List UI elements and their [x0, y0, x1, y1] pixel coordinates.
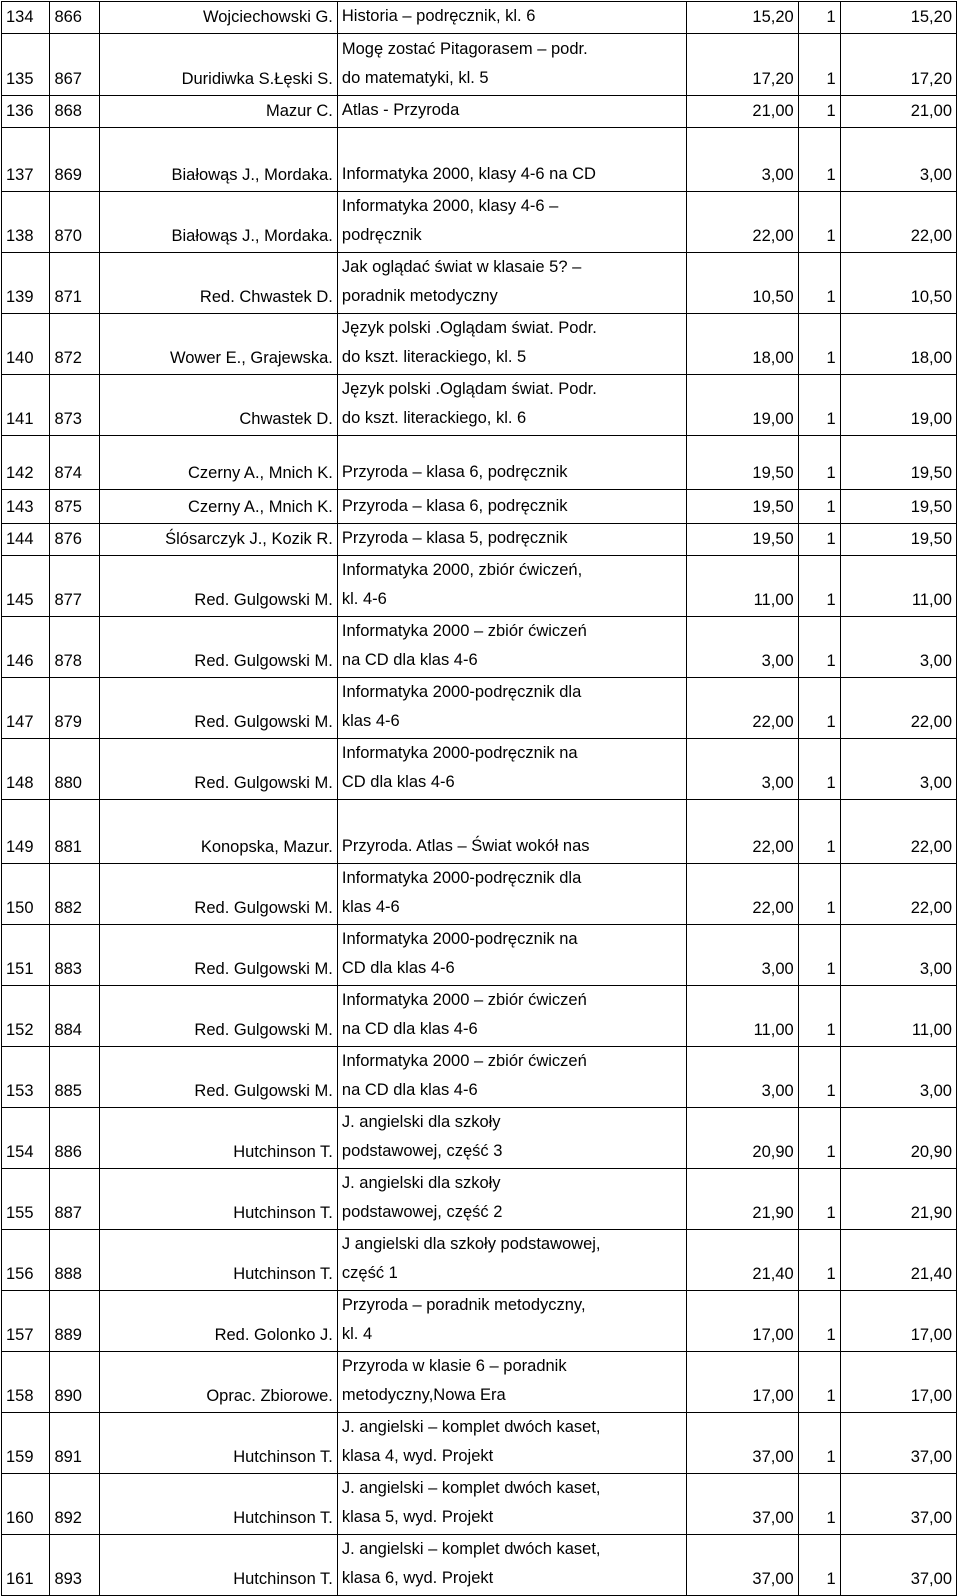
- book-list-table: [1, 1, 957, 1596]
- title-line: na CD dla klas 4-6: [341, 1020, 478, 1038]
- price-cell: 19,50: [686, 524, 798, 556]
- price-cell: 19,50: [686, 436, 798, 490]
- title-cell: [337, 128, 686, 192]
- author-cell: Duridiwka S.Łęski S.: [99, 34, 337, 96]
- table-row: [2, 128, 957, 192]
- inventory-number-cell: 889: [50, 1291, 100, 1352]
- title-line: J angielski dla szkoły podstawowej,: [341, 1235, 601, 1253]
- total-cell: 22,00: [840, 678, 956, 739]
- title-line: Przyroda – poradnik metodyczny,: [341, 1296, 586, 1314]
- total-cell: 18,00: [840, 314, 956, 375]
- title-line: Informatyka 2000-podręcznik dla: [341, 683, 582, 701]
- title-line: J. angielski – komplet dwóch kaset,: [341, 1540, 601, 1558]
- quantity-cell: 1: [798, 1413, 840, 1474]
- title-cell: [337, 864, 686, 925]
- lp-cell: 136: [2, 96, 50, 128]
- price-cell: 21,40: [686, 1230, 798, 1291]
- title-line: Informatyka 2000 – zbiór ćwiczeń: [341, 622, 587, 640]
- table-row: [2, 739, 957, 800]
- inventory-number-cell: 870: [50, 192, 100, 253]
- author-cell: Oprac. Zbiorowe.: [99, 1352, 337, 1413]
- title-line: podstawowej, część 2: [341, 1203, 503, 1221]
- author-cell: Czerny A., Mnich K.: [99, 490, 337, 524]
- table-row: [2, 925, 957, 986]
- inventory-number-cell: 867: [50, 34, 100, 96]
- title-cell: [337, 1230, 686, 1291]
- inventory-number-cell: 876: [50, 524, 100, 556]
- author-cell: Red. Gulgowski M.: [99, 864, 337, 925]
- lp-cell: 139: [2, 253, 50, 314]
- title-cell: [337, 375, 686, 436]
- title-line: metodyczny,Nowa Era: [341, 1386, 506, 1404]
- total-cell: 3,00: [840, 1047, 956, 1108]
- title-line: Informatyka 2000, klasy 4-6 na CD: [341, 165, 596, 183]
- table-row: [2, 96, 957, 128]
- total-cell: 21,40: [840, 1230, 956, 1291]
- title-line: klas 4-6: [341, 712, 400, 730]
- lp-cell: 160: [2, 1474, 50, 1535]
- total-cell: 17,00: [840, 1352, 956, 1413]
- title-line: na CD dla klas 4-6: [341, 1081, 478, 1099]
- total-cell: 17,20: [840, 34, 956, 96]
- total-cell: 37,00: [840, 1535, 956, 1596]
- lp-cell: 142: [2, 436, 50, 490]
- author-cell: Hutchinson T.: [99, 1413, 337, 1474]
- inventory-number-cell: 892: [50, 1474, 100, 1535]
- table-row: [2, 1108, 957, 1169]
- total-cell: 3,00: [840, 925, 956, 986]
- price-cell: 19,50: [686, 490, 798, 524]
- table-row: [2, 800, 957, 864]
- quantity-cell: 1: [798, 925, 840, 986]
- inventory-number-cell: 871: [50, 253, 100, 314]
- title-line: J. angielski – komplet dwóch kaset,: [341, 1418, 601, 1436]
- title-line: do matematyki, kl. 5: [341, 69, 489, 87]
- title-cell: [337, 1535, 686, 1596]
- total-cell: 19,00: [840, 375, 956, 436]
- quantity-cell: 1: [798, 524, 840, 556]
- author-cell: Białowąs J., Mordaka.: [99, 128, 337, 192]
- lp-cell: 156: [2, 1230, 50, 1291]
- quantity-cell: 1: [798, 556, 840, 617]
- lp-cell: 145: [2, 556, 50, 617]
- inventory-number-cell: 885: [50, 1047, 100, 1108]
- price-cell: 21,90: [686, 1169, 798, 1230]
- title-line: Przyroda – klasa 5, podręcznik: [341, 529, 568, 547]
- quantity-cell: 1: [798, 96, 840, 128]
- price-cell: 3,00: [686, 739, 798, 800]
- author-cell: Red. Gulgowski M.: [99, 739, 337, 800]
- author-cell: Mazur C.: [99, 96, 337, 128]
- quantity-cell: 1: [798, 1230, 840, 1291]
- title-cell: [337, 436, 686, 490]
- title-line: Informatyka 2000 – zbiór ćwiczeń: [341, 1052, 587, 1070]
- price-cell: 3,00: [686, 1047, 798, 1108]
- title-line: podstawowej, część 3: [341, 1142, 503, 1160]
- title-cell: [337, 34, 686, 96]
- title-line: J. angielski – komplet dwóch kaset,: [341, 1479, 601, 1497]
- price-cell: 37,00: [686, 1413, 798, 1474]
- title-line: Przyroda w klasie 6 – poradnik: [341, 1357, 567, 1375]
- title-line: podręcznik: [341, 226, 422, 244]
- inventory-number-cell: 873: [50, 375, 100, 436]
- table-row: [2, 1230, 957, 1291]
- price-cell: 11,00: [686, 556, 798, 617]
- lp-cell: 134: [2, 2, 50, 34]
- title-line: Mogę zostać Pitagorasem – podr.: [341, 40, 588, 58]
- lp-cell: 137: [2, 128, 50, 192]
- total-cell: 22,00: [840, 800, 956, 864]
- title-line: Informatyka 2000-podręcznik dla: [341, 869, 582, 887]
- quantity-cell: 1: [798, 1291, 840, 1352]
- author-cell: Red. Gulgowski M.: [99, 556, 337, 617]
- title-line: do kszt. literackiego, kl. 5: [341, 348, 527, 366]
- inventory-number-cell: 890: [50, 1352, 100, 1413]
- title-cell: [337, 800, 686, 864]
- quantity-cell: 1: [798, 253, 840, 314]
- title-line: kl. 4: [341, 1325, 373, 1343]
- title-line: Informatyka 2000, klasy 4-6 –: [341, 197, 559, 215]
- title-cell: [337, 1352, 686, 1413]
- inventory-number-cell: 868: [50, 96, 100, 128]
- price-cell: 17,00: [686, 1352, 798, 1413]
- title-line: Informatyka 2000-podręcznik na: [341, 744, 578, 762]
- lp-cell: 146: [2, 617, 50, 678]
- quantity-cell: 1: [798, 128, 840, 192]
- title-line: CD dla klas 4-6: [341, 959, 455, 977]
- title-line: Informatyka 2000 – zbiór ćwiczeń: [341, 991, 587, 1009]
- author-cell: Hutchinson T.: [99, 1169, 337, 1230]
- table-row: [2, 617, 957, 678]
- total-cell: 10,50: [840, 253, 956, 314]
- lp-cell: 140: [2, 314, 50, 375]
- price-cell: 11,00: [686, 986, 798, 1047]
- title-cell: [337, 1169, 686, 1230]
- inventory-number-cell: 887: [50, 1169, 100, 1230]
- title-cell: [337, 925, 686, 986]
- inventory-number-cell: 875: [50, 490, 100, 524]
- total-cell: 22,00: [840, 864, 956, 925]
- quantity-cell: 1: [798, 1169, 840, 1230]
- price-cell: 15,20: [686, 2, 798, 34]
- quantity-cell: 1: [798, 1047, 840, 1108]
- inventory-number-cell: 878: [50, 617, 100, 678]
- quantity-cell: 1: [798, 1535, 840, 1596]
- total-cell: 22,00: [840, 192, 956, 253]
- total-cell: 3,00: [840, 617, 956, 678]
- inventory-number-cell: 880: [50, 739, 100, 800]
- inventory-number-cell: 877: [50, 556, 100, 617]
- quantity-cell: 1: [798, 864, 840, 925]
- lp-cell: 138: [2, 192, 50, 253]
- title-cell: [337, 1474, 686, 1535]
- lp-cell: 144: [2, 524, 50, 556]
- quantity-cell: 1: [798, 2, 840, 34]
- inventory-number-cell: 879: [50, 678, 100, 739]
- quantity-cell: 1: [798, 1474, 840, 1535]
- total-cell: 19,50: [840, 436, 956, 490]
- author-cell: Konopska, Mazur.: [99, 800, 337, 864]
- inventory-number-cell: 866: [50, 2, 100, 34]
- inventory-number-cell: 886: [50, 1108, 100, 1169]
- table-row: [2, 556, 957, 617]
- title-line: kl. 4-6: [341, 590, 387, 608]
- total-cell: 11,00: [840, 986, 956, 1047]
- table-row: [2, 2, 957, 34]
- price-cell: 3,00: [686, 617, 798, 678]
- inventory-number-cell: 884: [50, 986, 100, 1047]
- title-line: Informatyka 2000-podręcznik na: [341, 930, 578, 948]
- table-row: [2, 986, 957, 1047]
- table-body: [2, 2, 957, 1596]
- title-line: CD dla klas 4-6: [341, 773, 455, 791]
- price-cell: 3,00: [686, 128, 798, 192]
- table-row: [2, 678, 957, 739]
- table-row: [2, 1291, 957, 1352]
- title-line: Jak oglądać świat w klasaie 5? –: [341, 258, 582, 276]
- price-cell: 37,00: [686, 1474, 798, 1535]
- lp-cell: 147: [2, 678, 50, 739]
- author-cell: Red. Gulgowski M.: [99, 1047, 337, 1108]
- quantity-cell: 1: [798, 1108, 840, 1169]
- author-cell: Red. Gulgowski M.: [99, 925, 337, 986]
- title-cell: [337, 556, 686, 617]
- title-line: Informatyka 2000, zbiór ćwiczeń,: [341, 561, 583, 579]
- lp-cell: 148: [2, 739, 50, 800]
- table-row: [2, 375, 957, 436]
- total-cell: 37,00: [840, 1474, 956, 1535]
- title-line: na CD dla klas 4-6: [341, 651, 478, 669]
- total-cell: 15,20: [840, 2, 956, 34]
- title-cell: [337, 2, 686, 34]
- inventory-number-cell: 883: [50, 925, 100, 986]
- title-line: klas 4-6: [341, 898, 400, 916]
- title-cell: [337, 739, 686, 800]
- inventory-number-cell: 869: [50, 128, 100, 192]
- table-row: [2, 524, 957, 556]
- title-cell: [337, 1108, 686, 1169]
- author-cell: Hutchinson T.: [99, 1230, 337, 1291]
- lp-cell: 158: [2, 1352, 50, 1413]
- title-line: poradnik metodyczny: [341, 287, 498, 305]
- lp-cell: 143: [2, 490, 50, 524]
- table-row: [2, 490, 957, 524]
- table-row: [2, 1047, 957, 1108]
- title-line: Język polski .Oglądam świat. Podr.: [341, 319, 597, 337]
- inventory-number-cell: 874: [50, 436, 100, 490]
- table-row: [2, 864, 957, 925]
- inventory-number-cell: 893: [50, 1535, 100, 1596]
- author-cell: Red. Gulgowski M.: [99, 617, 337, 678]
- title-cell: [337, 1413, 686, 1474]
- title-line: J. angielski dla szkoły: [341, 1113, 501, 1131]
- title-line: klasa 6, wyd. Projekt: [341, 1569, 494, 1587]
- author-cell: Ślósarczyk J., Kozik R.: [99, 524, 337, 556]
- title-cell: [337, 524, 686, 556]
- author-cell: Czerny A., Mnich K.: [99, 436, 337, 490]
- price-cell: 3,00: [686, 925, 798, 986]
- title-line: Historia – podręcznik, kl. 6: [341, 7, 536, 25]
- author-cell: Hutchinson T.: [99, 1535, 337, 1596]
- title-cell: [337, 1291, 686, 1352]
- title-line: J. angielski dla szkoły: [341, 1174, 501, 1192]
- quantity-cell: 1: [798, 986, 840, 1047]
- lp-cell: 135: [2, 34, 50, 96]
- title-cell: [337, 678, 686, 739]
- author-cell: Białowąs J., Mordaka.: [99, 192, 337, 253]
- price-cell: 17,20: [686, 34, 798, 96]
- author-cell: Red. Golonko J.: [99, 1291, 337, 1352]
- lp-cell: 151: [2, 925, 50, 986]
- table-row: [2, 436, 957, 490]
- lp-cell: 161: [2, 1535, 50, 1596]
- quantity-cell: 1: [798, 1352, 840, 1413]
- price-cell: 22,00: [686, 192, 798, 253]
- author-cell: Wower E., Grajewska.: [99, 314, 337, 375]
- table-row: [2, 1352, 957, 1413]
- title-line: klasa 4, wyd. Projekt: [341, 1447, 494, 1465]
- quantity-cell: 1: [798, 617, 840, 678]
- title-cell: [337, 1047, 686, 1108]
- title-line: Przyroda. Atlas – Świat wokół nas: [341, 837, 590, 855]
- lp-cell: 152: [2, 986, 50, 1047]
- inventory-number-cell: 881: [50, 800, 100, 864]
- title-cell: [337, 253, 686, 314]
- title-line: Język polski .Oglądam świat. Podr.: [341, 380, 597, 398]
- quantity-cell: 1: [798, 314, 840, 375]
- quantity-cell: 1: [798, 800, 840, 864]
- table-row: [2, 34, 957, 96]
- lp-cell: 159: [2, 1413, 50, 1474]
- total-cell: 19,50: [840, 524, 956, 556]
- table-row: [2, 1474, 957, 1535]
- total-cell: 20,90: [840, 1108, 956, 1169]
- lp-cell: 141: [2, 375, 50, 436]
- price-cell: 22,00: [686, 678, 798, 739]
- title-line: Przyroda – klasa 6, podręcznik: [341, 463, 568, 481]
- title-line: Przyroda – klasa 6, podręcznik: [341, 497, 568, 515]
- lp-cell: 150: [2, 864, 50, 925]
- table-row: [2, 1413, 957, 1474]
- author-cell: Hutchinson T.: [99, 1474, 337, 1535]
- price-cell: 10,50: [686, 253, 798, 314]
- price-cell: 20,90: [686, 1108, 798, 1169]
- quantity-cell: 1: [798, 375, 840, 436]
- price-cell: 37,00: [686, 1535, 798, 1596]
- lp-cell: 155: [2, 1169, 50, 1230]
- inventory-number-cell: 882: [50, 864, 100, 925]
- quantity-cell: 1: [798, 192, 840, 253]
- price-cell: 22,00: [686, 800, 798, 864]
- total-cell: 21,90: [840, 1169, 956, 1230]
- total-cell: 19,50: [840, 490, 956, 524]
- price-cell: 18,00: [686, 314, 798, 375]
- total-cell: 21,00: [840, 96, 956, 128]
- author-cell: Hutchinson T.: [99, 1108, 337, 1169]
- quantity-cell: 1: [798, 436, 840, 490]
- total-cell: 3,00: [840, 128, 956, 192]
- table-row: [2, 253, 957, 314]
- quantity-cell: 1: [798, 678, 840, 739]
- lp-cell: 153: [2, 1047, 50, 1108]
- total-cell: 11,00: [840, 556, 956, 617]
- author-cell: Wojciechowski G.: [99, 2, 337, 34]
- title-cell: [337, 490, 686, 524]
- quantity-cell: 1: [798, 34, 840, 96]
- lp-cell: 154: [2, 1108, 50, 1169]
- table-row: [2, 192, 957, 253]
- title-cell: [337, 96, 686, 128]
- table-row: [2, 1169, 957, 1230]
- total-cell: 17,00: [840, 1291, 956, 1352]
- title-cell: [337, 617, 686, 678]
- title-line: część 1: [341, 1264, 398, 1282]
- table-row: [2, 1535, 957, 1596]
- inventory-number-cell: 891: [50, 1413, 100, 1474]
- price-cell: 21,00: [686, 96, 798, 128]
- price-cell: 17,00: [686, 1291, 798, 1352]
- author-cell: Red. Gulgowski M.: [99, 986, 337, 1047]
- inventory-number-cell: 888: [50, 1230, 100, 1291]
- price-cell: 22,00: [686, 864, 798, 925]
- title-cell: [337, 314, 686, 375]
- lp-cell: 149: [2, 800, 50, 864]
- author-cell: Red. Gulgowski M.: [99, 678, 337, 739]
- inventory-number-cell: 872: [50, 314, 100, 375]
- total-cell: 37,00: [840, 1413, 956, 1474]
- title-cell: [337, 986, 686, 1047]
- author-cell: Red. Chwastek D.: [99, 253, 337, 314]
- title-line: Atlas - Przyroda: [341, 101, 460, 119]
- price-cell: 19,00: [686, 375, 798, 436]
- title-cell: [337, 192, 686, 253]
- author-cell: Chwastek D.: [99, 375, 337, 436]
- title-line: klasa 5, wyd. Projekt: [341, 1508, 494, 1526]
- quantity-cell: 1: [798, 739, 840, 800]
- lp-cell: 157: [2, 1291, 50, 1352]
- quantity-cell: 1: [798, 490, 840, 524]
- table-row: [2, 314, 957, 375]
- total-cell: 3,00: [840, 739, 956, 800]
- title-line: do kszt. literackiego, kl. 6: [341, 409, 527, 427]
